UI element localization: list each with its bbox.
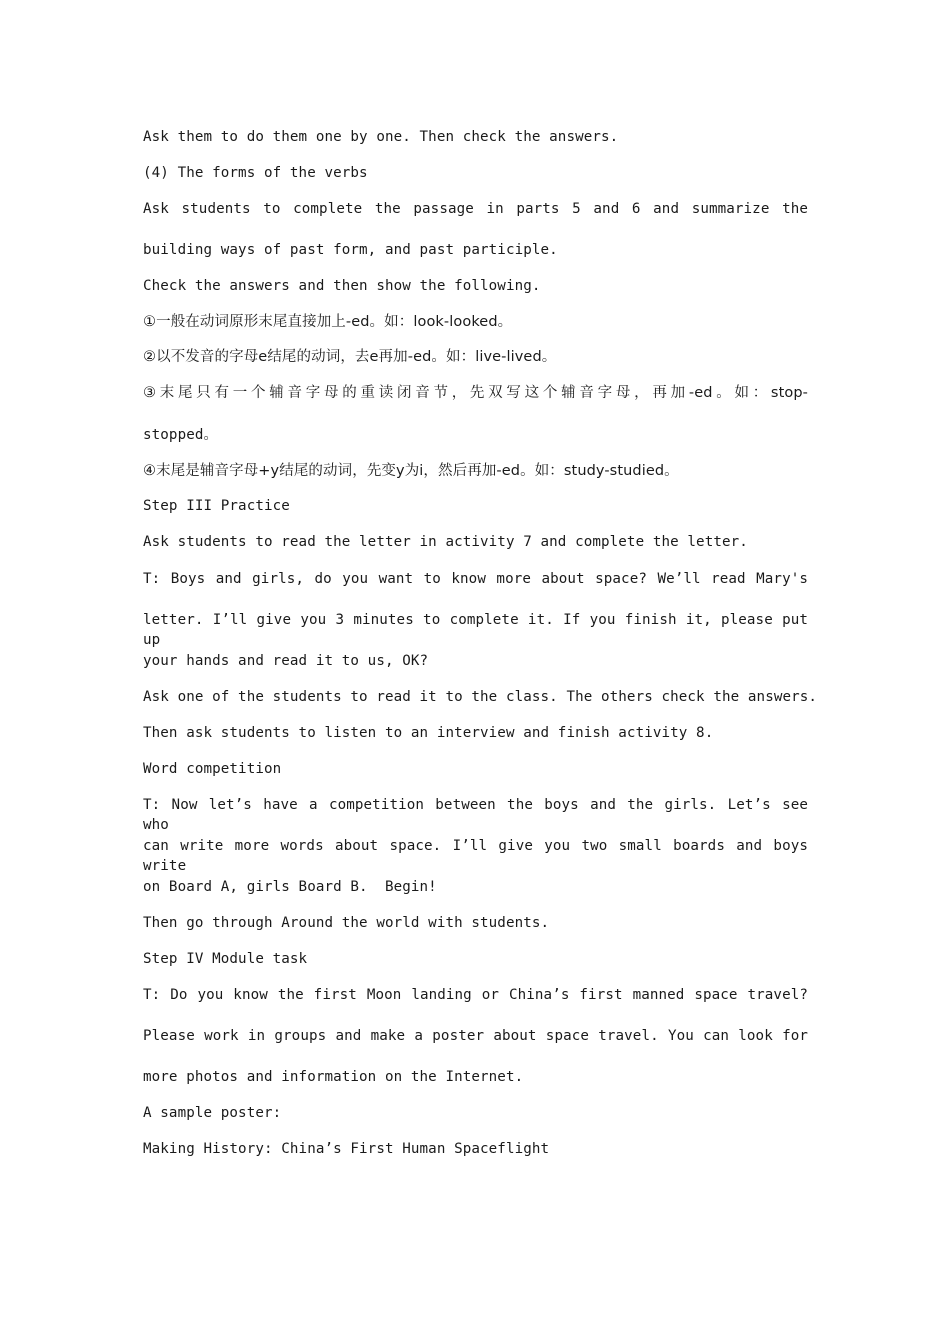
rule-item-3: ③末尾只有一个辅音字母的重读闭音节，先双写这个辅音字母，再加-ed。如：stop- [143, 385, 808, 401]
paragraph-line: Check the answers and then show the following. [143, 278, 541, 294]
paragraph-line: Then go through Around the world with students. [143, 915, 550, 931]
paragraph-line: T: Do you know the first Moon landing or China’s first manned space travel? [143, 987, 808, 1003]
paragraph-line: Ask them to do them one by one. Then check the answers. [143, 129, 619, 145]
paragraph-line: can write more words about space. I’ll give you two small boards and boys write [143, 838, 808, 874]
rule-item-4: ④末尾是辅音字母+y结尾的动词，先变y为i，然后再加-ed。如：study-studied。 [143, 463, 679, 479]
paragraph-line: on Board A, girls Board B. Begin! [143, 879, 437, 895]
rule-item-3-continued: stopped。 [143, 427, 218, 443]
paragraph-line: Ask students to read the letter in activity 7 and complete the letter. [143, 534, 748, 550]
subsection-heading: Word competition [143, 761, 282, 777]
paragraph-line: building ways of past form, and past participle. [143, 242, 558, 258]
poster-title: Making History: China’s First Human Spaceflight [143, 1141, 550, 1157]
paragraph-line: T: Now let’s have a competition between the boys and the girls. Let’s see who [143, 797, 808, 833]
paragraph-line: Then ask students to listen to an interview and finish activity 8. [143, 725, 714, 741]
section-heading: (4) The forms of the verbs [143, 165, 368, 181]
paragraph-line: A sample poster: [143, 1105, 282, 1121]
paragraph-line: Ask students to complete the passage in parts 5 and 6 and summarize the [143, 201, 808, 217]
step-heading: Step III Practice [143, 498, 290, 514]
paragraph-line: more photos and information on the Internet. [143, 1069, 524, 1085]
paragraph-line: Ask one of the students to read it to the class. The others check the answers. [143, 689, 818, 705]
paragraph-line: your hands and read it to us, OK? [143, 653, 429, 669]
rule-item-1: ①一般在动词原形末尾直接加上-ed。如：look-looked。 [143, 314, 513, 330]
rule-item-2: ②以不发音的字母e结尾的动词，去e再加-ed。如：live-lived。 [143, 349, 557, 365]
step-heading: Step IV Module task [143, 951, 308, 967]
paragraph-line: letter. I’ll give you 3 minutes to complete it. If you finish it, please put up [143, 612, 808, 648]
paragraph-line: Please work in groups and make a poster about space travel. You can look for [143, 1028, 808, 1044]
paragraph-line: T: Boys and girls, do you want to know more about space? We’ll read Mary's [143, 571, 808, 587]
